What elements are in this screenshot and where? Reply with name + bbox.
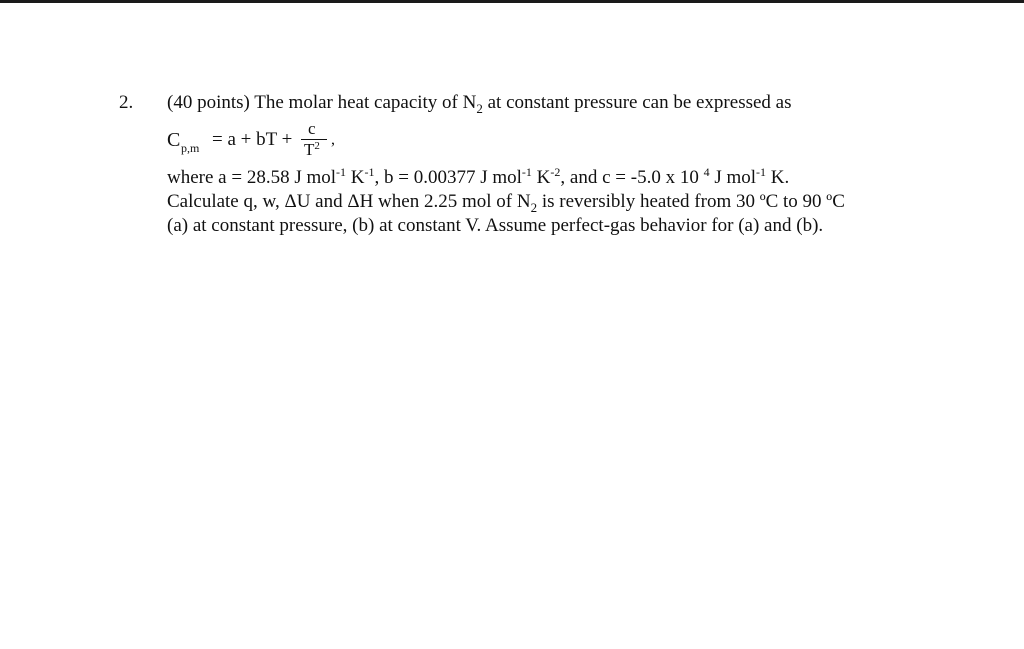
line3-sup-5: 4 bbox=[703, 165, 710, 179]
fraction-numerator: c bbox=[308, 119, 316, 138]
question-line-5: (a) at constant pressure, (b) at constant V. Assume perfect-gas behavior for (a) and (b). bbox=[167, 215, 824, 236]
line4-text-b: is reversibly heated from 30 ºC to 90 ºC bbox=[537, 191, 845, 212]
formula-lhs-subscript: p,m bbox=[181, 141, 200, 155]
formula-comma: , bbox=[331, 131, 335, 148]
formula-fraction bbox=[301, 119, 327, 165]
line3-text-a: where a = 28.58 J mol bbox=[167, 167, 337, 188]
line3-sup-4: -2 bbox=[550, 165, 561, 179]
line3-text-e: , and c = -5.0 x 10 bbox=[560, 167, 699, 188]
question-line-4 bbox=[167, 190, 845, 215]
line3-text-b: K bbox=[346, 167, 365, 188]
line1-text-a: (40 points) The molar heat capacity of N bbox=[167, 92, 477, 113]
question-line-3 bbox=[167, 166, 789, 191]
formula-rhs: = a + bT + bbox=[212, 129, 293, 150]
line4-subscript: 2 bbox=[530, 200, 538, 215]
question-line-1 bbox=[167, 91, 792, 116]
line3-text-g: K. bbox=[766, 167, 790, 188]
top-border bbox=[0, 0, 1024, 3]
line3-sup-6: -1 bbox=[756, 165, 767, 179]
line3-sup-2: -1 bbox=[364, 165, 375, 179]
line3-text-f: J mol bbox=[709, 167, 757, 188]
line1-text-b: at constant pressure can be expressed as bbox=[482, 92, 792, 113]
fraction-denominator bbox=[304, 140, 320, 160]
denominator-base: T bbox=[304, 140, 315, 159]
line3-text-c: , b = 0.00377 J mol bbox=[374, 167, 522, 188]
denominator-exponent: 2 bbox=[314, 140, 320, 152]
question-number: 2. bbox=[119, 92, 134, 113]
line3-sup-1: -1 bbox=[336, 165, 347, 179]
line3-sup-3: -1 bbox=[521, 165, 532, 179]
line3-text-d: K bbox=[531, 167, 551, 188]
line4-text-a: Calculate q, w, ΔU and ΔH when 2.25 mol of N bbox=[167, 191, 531, 212]
formula-lhs: C bbox=[167, 129, 181, 151]
line1-subscript: 2 bbox=[476, 101, 483, 116]
